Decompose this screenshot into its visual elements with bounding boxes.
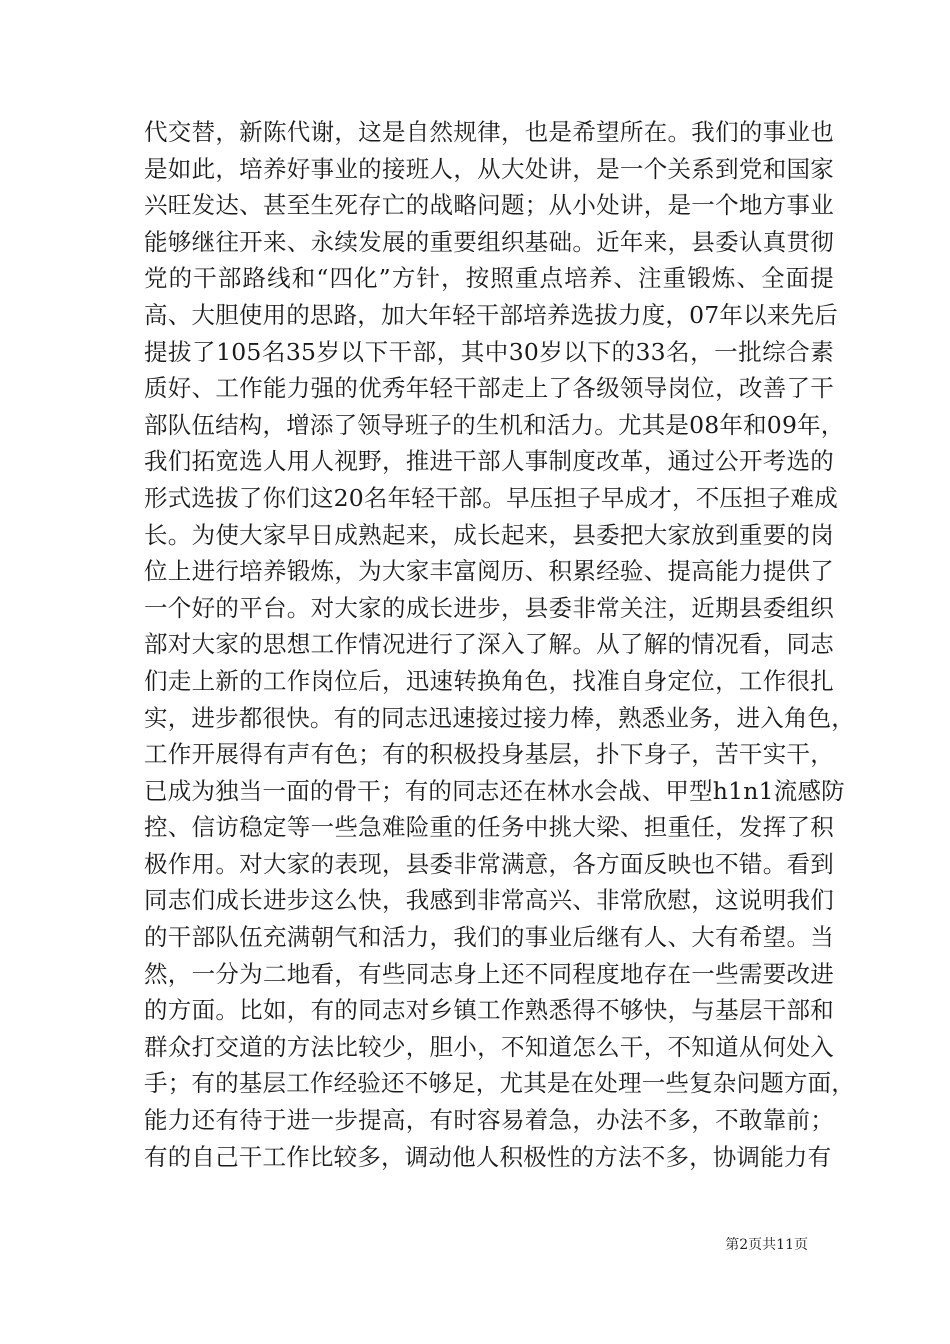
text-line: 部队伍结构，增添了领导班子的生机和活力。尤其是08年和09年， [144,410,845,439]
text-line: 然，一分为二地看，有些同志身上还不同程度地存在一些需要改进 [144,959,834,988]
text-line: 形式选拔了你们这20名年轻干部。早压担子早成才，不压担子难成 [144,483,838,512]
text-line: 质好、工作能力强的优秀年轻干部走上了各级领导岗位，改善了干 [144,374,834,403]
text-line: 控、信访稳定等一些急难险重的任务中挑大梁、担重任，发挥了积 [144,813,834,842]
text-line: 实，进步都很快。有的同志迅速接过接力棒，熟悉业务，进入角色， [144,703,855,732]
text-line: 兴旺发达、甚至生死存亡的战略问题；从小处讲，是一个地方事业 [144,191,834,220]
text-line: 部对大家的思想工作情况进行了深入了解。从了解的情况看，同志 [144,630,834,659]
text-line: 能力还有待于进一步提高，有时容易着急，办法不多，不敢靠前； [144,1106,834,1135]
text-line: 长。为使大家早日成熟起来，成长起来，县委把大家放到重要的岗 [144,520,834,549]
text-line: 群众打交道的方法比较少，胆小，不知道怎么干，不知道从何处入 [144,1032,834,1061]
text-line: 们走上新的工作岗位后，迅速转换角色，找准自身定位，工作很扎 [144,666,834,695]
text-line: 高、大胆使用的思路，加大年轻干部培养选拔力度，07年以来先后 [144,300,838,329]
text-line: 极作用。对大家的表现，县委非常满意，各方面反映也不错。看到 [144,849,834,878]
text-line: 工作开展得有声有色；有的积极投身基层，扑下身子，苦干实干， [144,740,834,769]
text-line: 已成为独当一面的骨干；有的同志还在林水会战、甲型h1n1流感防 [144,776,845,805]
text-line: 提拔了105名35岁以下干部，其中30岁以下的33名，一批综合素 [144,337,834,366]
text-line: 是如此，培养好事业的接班人，从大处讲，是一个关系到党和国家 [144,154,834,183]
text-line: 的方面。比如，有的同志对乡镇工作熟悉得不够快，与基层干部和 [144,996,834,1025]
text-line: 的干部队伍充满朝气和活力，我们的事业后继有人、大有希望。当 [144,923,834,952]
body-text [144,114,855,1175]
text-line: 一个好的平台。对大家的成长进步，县委非常关注，近期县委组织 [144,593,834,622]
text-line: 党的干部路线和“四化”方针，按照重点培养、注重锻炼、全面提 [144,264,834,293]
text-line: 能够继往开来、永续发展的重要组织基础。近年来，县委认真贯彻 [144,227,834,256]
text-line: 我们拓宽选人用人视野，推进干部人事制度改革，通过公开考选的 [144,447,834,476]
text-line: 有的自己干工作比较多，调动他人积极性的方法不多，协调能力有 [144,1142,832,1171]
text-line: 代交替，新陈代谢，这是自然规律，也是希望所在。我们的事业也 [144,118,834,146]
page-number-footer: 第2页共11页 [725,1237,808,1253]
text-line: 同志们成长进步这么快，我感到非常高兴、非常欣慰，这说明我们 [144,886,834,915]
text-line: 手；有的基层工作经验还不够足，尤其是在处理一些复杂问题方面， [144,1069,855,1098]
text-line: 位上进行培养锻炼，为大家丰富阅历、积累经验、提高能力提供了 [144,557,834,586]
